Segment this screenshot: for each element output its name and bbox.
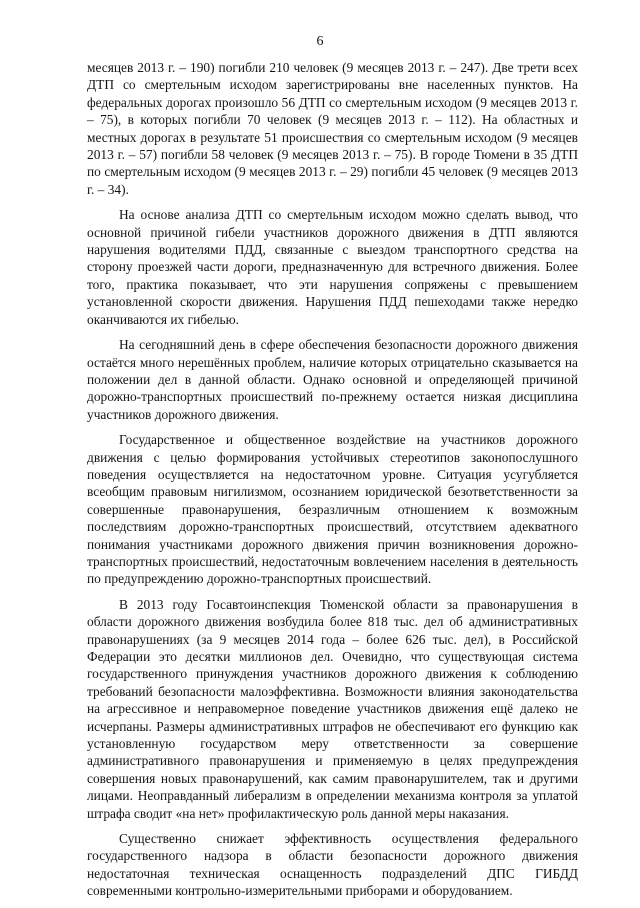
paragraph-statistics: месяцев 2013 г. – 190) погибли 210 человек (9 месяцев 2013 г. – 247). Две трети всех ДТП со смертельным исходом зарегистрированы вне населенных пунктов. На федеральных дорогах произошло 56 ДТП со смертельным исходом (9 месяцев 2013 г. – 75), в которых погибли 70 человек (9 месяцев 2013 г. – 112). На областных и местных дорогах в результате 51 происшествия со смертельным исходом (9 месяцев 2013 г. – 57) погибли 58 человек (9 месяцев 2013 г. – 75). В городе Тюмени в 35 ДТП по смертельным исходом (9 месяцев 2013 г. – 29) погибли 45 человек (9 месяцев 2013 г. – 34). <box>87 60 578 197</box>
paragraph-enforcement-2013: В 2013 году Госавтоинспекция Тюменской области за правонарушения в области дорожного движения возбудила более 818 тыс. дел об административных правонарушениях (за 9 месяцев 2014 года – более 626 тыс. дел), в Российской Федерации это десятки миллионов дел. Очевидно, что существующая система государственного принуждения участников дорожного движения к соблюдению требований безопасности малоэффективна. Возможности влияния законодательства на агрессивное и неправомерное поведение участников движения ещё далеко не исчерпаны. Размеры административных штрафов не обеспечивают его функцию как установленную государством меру ответственности за совершение административного правонарушения и применяемую в целях предупреждения совершения новых правонарушений, как самим правонарушителем, так и другими лицами. Неоправданный либерализм в определении механизма контроля за уплатой штрафа сводит «на нет» профилактическую роль данной меры наказания. <box>87 596 578 821</box>
paragraph-equipment: Существенно снижает эффективность осуществления федерального государственного надзора в области безопасности дорожного движения недостаточная техническая оснащенность подразделений ДПС ГИБДД современными контрольно-измерительными приборами и оборудованием. <box>87 831 578 899</box>
page-number: 6 <box>316 34 324 49</box>
paragraph-unresolved-problems: На сегодняшний день в сфере обеспечения безопасности дорожного движения остаётся много нерешённых проблем, наличие которых отрицательно сказывается на положении дел в данной области. Однако основной и определяющей причиной дорожно-транспортных происшествий по-прежнему остается низкая дисциплина участников дорожного движения. <box>87 337 578 422</box>
paragraph-analysis-conclusion: На основе анализа ДТП со смертельным исходом можно сделать вывод, что основной причиной гибели участников дорожного движения в ДТП являются нарушения водителями ПДД, связанные с выездом транспортного средства на сторону проезжей части дороги, предназначенную для встречного движения. Более того, практика показывает, что эти нарушения сопряжены с превышением установленной скорости движения. Нарушения ПДД пешеходами также нередко оканчиваются их гибелью. <box>87 207 578 327</box>
paragraph-state-influence: Государственное и общественное воздействие на участников дорожного движения с целью формирования устойчивых стереотипов законопослушного поведения осуществляется на недостаточном уровне. Ситуация усугубляется всеобщим правовым нигилизмом, осознанием юридической безответственности за совершенные правонарушения, безразличным отношением к возможным последствиям дорожно-транспортных происшествий, отсутствием адекватного понимания участниками дорожного движения причин возникновения дорожно-транспортных происшествий, недостаточным вовлечением населения в деятельность по предупреждению дорожно-транспортных происшествий. <box>87 432 578 587</box>
document-body <box>87 59 578 908</box>
